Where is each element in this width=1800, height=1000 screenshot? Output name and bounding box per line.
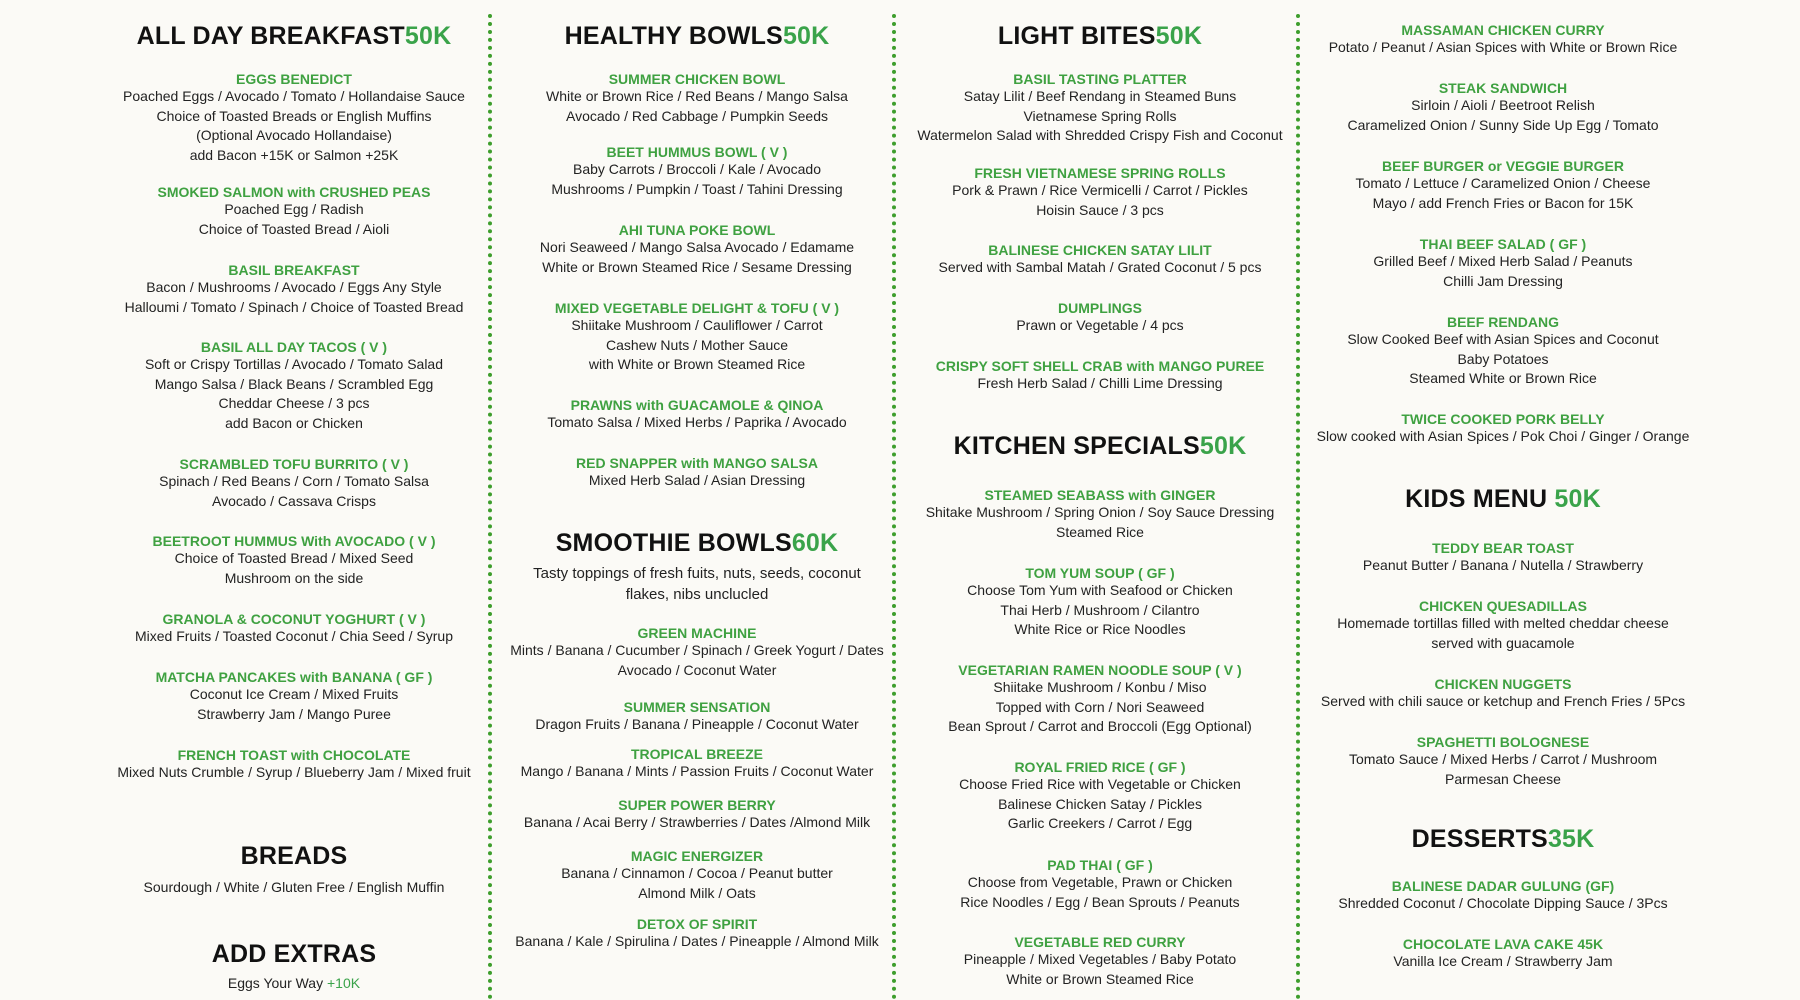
menu-item-name: MAGIC ENERGIZER <box>630 848 764 864</box>
menu-item <box>94 456 494 511</box>
menu-item <box>900 565 1300 640</box>
section-header <box>497 22 897 51</box>
menu-item-description: Topped with Corn / Nori Seaweed <box>995 698 1205 715</box>
menu-column-1 <box>94 0 494 1000</box>
menu-item-description: Banana / Acai Berry / Strawberries / Dates /Almond Milk <box>523 814 871 830</box>
menu-item-description: Nori Seaweed / Mango Salsa Avocado / Edamame <box>539 239 855 255</box>
menu-item-description: Choose Tom Yum with Seafood or Chicken <box>967 582 1233 598</box>
menu-item-name: CHICKEN NUGGETS <box>1434 676 1572 692</box>
section-title <box>497 529 897 558</box>
menu-item-description: Tomato / Lettuce / Caramelized Onion / Cheese <box>1355 175 1651 191</box>
menu-item <box>900 759 1300 834</box>
menu-item-name: VEGETABLE RED CURRY <box>1014 934 1186 950</box>
section-title <box>1303 485 1703 514</box>
menu-item <box>94 71 494 165</box>
menu-item-description: Hoisin Sauce / 3 pcs <box>1036 201 1164 218</box>
menu-item <box>1303 236 1703 291</box>
menu-item-name: SUPER POWER BERRY <box>618 797 776 813</box>
menu-item-description: Chilli Jam Dressing <box>1443 272 1563 289</box>
menu-item-name: EGGS BENEDICT <box>236 71 352 87</box>
menu-item <box>900 71 1300 146</box>
menu-item-description: Grilled Beef / Mixed Herb Salad / Peanuts <box>1373 253 1633 269</box>
menu-item-description: add Bacon +15K or Salmon +25K <box>189 146 399 163</box>
menu-item <box>1303 314 1703 389</box>
section-intro <box>497 563 897 605</box>
menu-column-2 <box>497 0 897 1000</box>
section-intro-line: Tasty toppings of fresh fuits, nuts, seeds, coconut <box>533 565 861 582</box>
menu-item-description: add Bacon or Chicken <box>225 414 363 431</box>
section-header <box>94 22 494 51</box>
menu-item <box>497 848 897 903</box>
menu-item-name: STEAK SANDWICH <box>1438 80 1568 96</box>
menu-item-description: Sirloin / Aioli / Beetroot Relish <box>1411 97 1595 113</box>
section-name: BREADS <box>240 842 348 870</box>
menu-item <box>1303 411 1703 447</box>
menu-item <box>1303 734 1703 789</box>
menu-item-name: SMOKED SALMON with CRUSHED PEAS <box>157 184 431 200</box>
menu-item <box>497 916 897 952</box>
menu-item-name: TEDDY BEAR TOAST <box>1432 540 1574 556</box>
extras-price: +10K <box>327 975 361 991</box>
menu-item <box>900 857 1300 912</box>
menu-item <box>497 397 897 433</box>
menu-item-description: with White or Brown Steamed Rice <box>588 356 806 372</box>
menu-item-description: Caramelized Onion / Sunny Side Up Egg / Tomato <box>1347 116 1659 133</box>
section-header <box>497 529 897 558</box>
menu-item-description: White or Brown Rice / Red Beans / Mango Salsa <box>546 88 848 104</box>
section-price: 50K <box>1155 22 1203 50</box>
menu-item <box>900 934 1300 989</box>
menu-item-description: Poached Egg / Radish <box>224 201 364 217</box>
menu-item-name: SCRAMBLED TOFU BURRITO ( V ) <box>179 456 409 472</box>
menu-item-description: Sourdough / White / Gluten Free / English Muffin <box>143 879 445 895</box>
menu-item-description: Peanut Butter / Banana / Nutella / Strawberry <box>1362 557 1644 573</box>
menu-item-description: Dragon Fruits / Banana / Pineapple / Coconut Water <box>535 716 859 732</box>
menu-item <box>94 339 494 433</box>
menu-item <box>497 746 897 782</box>
menu-item-description: White Rice or Rice Noodles <box>1014 621 1186 637</box>
menu-item-description: Choose Fried Rice with Vegetable or Chicken <box>959 776 1241 792</box>
menu-item-name: BALINESE CHICKEN SATAY LILIT <box>988 242 1212 258</box>
menu-item <box>900 487 1300 542</box>
menu-item-description: Steamed Rice <box>1056 523 1144 540</box>
menu-item <box>94 184 494 239</box>
menu-item <box>900 165 1300 220</box>
menu-item <box>497 71 897 126</box>
menu-item-description: Mushrooms / Pumpkin / Toast / Tahini Dressing <box>551 180 843 197</box>
menu-item <box>497 144 897 199</box>
menu-item-description: Cheddar Cheese / 3 pcs <box>218 395 370 411</box>
menu-item-name: CHOCOLATE LAVA CAKE 45K <box>1402 936 1604 952</box>
menu-item-name: TROPICAL BREEZE <box>631 746 763 762</box>
menu-item-description: White or Brown Steamed Rice / Sesame Dressing <box>542 258 852 275</box>
menu-item-description: served with guacamole <box>1431 634 1575 651</box>
menu-item-description: Watermelon Salad with Shredded Crispy Fish and Coconut <box>917 127 1283 143</box>
section-title <box>1303 825 1703 854</box>
section-name: LIGHT BITES <box>997 22 1156 50</box>
menu-item-name: SUMMER SENSATION <box>623 699 771 715</box>
menu-item-description: Banana / Kale / Spirulina / Dates / Pineapple / Almond Milk <box>515 933 879 949</box>
menu-item-description: Choice of Toasted Bread / Aioli <box>198 220 390 237</box>
menu-item-description: Mints / Banana / Cucumber / Spinach / Greek Yogurt / Dates <box>510 642 884 658</box>
menu-item-description: White or Brown Steamed Rice <box>1006 970 1194 987</box>
section-header <box>900 22 1300 51</box>
menu-item <box>900 662 1300 737</box>
menu-item-name: SPAGHETTI BOLOGNESE <box>1416 734 1590 750</box>
menu-item-description: Vietnamese Spring Rolls <box>1023 107 1177 124</box>
section-title <box>94 22 494 51</box>
menu-item-name: BEET HUMMUS BOWL ( V ) <box>606 144 788 160</box>
menu-item-name: MIXED VEGETABLE DELIGHT & TOFU ( V ) <box>554 300 840 316</box>
section-name: SMOOTHIE BOWLS <box>555 529 792 557</box>
menu-item <box>94 747 494 783</box>
menu-item-name: DETOX OF SPIRIT <box>636 916 758 932</box>
menu-item-description: Prawn or Vegetable / 4 pcs <box>1016 317 1184 333</box>
menu-item-description: Mixed Herb Salad / Asian Dressing <box>588 472 806 488</box>
section-price: 35K <box>1547 825 1595 853</box>
menu-item-name: GRANOLA & COCONUT YOGHURT ( V ) <box>162 611 426 627</box>
menu-item-description: Shitake Mushroom / Spring Onion / Soy Sauce Dressing <box>925 504 1275 520</box>
menu-item-name: BEEF BURGER or VEGGIE BURGER <box>1382 158 1624 174</box>
menu-item-description: Baby Carrots / Broccoli / Kale / Avocado <box>573 161 821 177</box>
section-header <box>94 842 494 871</box>
menu-item <box>94 262 494 317</box>
menu-item-description: Almond Milk / Oats <box>638 884 756 901</box>
menu-item-description: Baby Potatoes <box>1457 350 1549 367</box>
menu-item <box>900 300 1300 336</box>
menu-item-name: PRAWNS with GUACAMOLE & QINOA <box>570 397 824 413</box>
menu-item-description: Served with Sambal Matah / Grated Coconut / 5 pcs <box>938 259 1262 275</box>
section-name: ADD EXTRAS <box>211 940 377 968</box>
menu-item-description: Fresh Herb Salad / Chilli Lime Dressing <box>977 375 1223 391</box>
menu-item <box>1303 22 1703 58</box>
section-header <box>94 940 494 969</box>
menu-item-description: (Optional Avocado Hollandaise) <box>196 127 392 143</box>
menu-item-description: Shiitake Mushroom / Cauliflower / Carrot <box>571 317 823 333</box>
menu-item-description: Bacon / Mushrooms / Avocado / Eggs Any Style <box>146 279 442 295</box>
extras-line <box>94 975 494 991</box>
menu-item-name: BASIL TASTING PLATTER <box>1013 71 1187 87</box>
menu-item <box>1303 936 1703 972</box>
menu-item-name: RED SNAPPER with MANGO SALSA <box>576 455 818 471</box>
menu-item-description: Mushroom on the side <box>224 569 364 586</box>
menu-item-name: BALINESE DADAR GULUNG (GF) <box>1391 878 1615 894</box>
menu-item-description: Strawberry Jam / Mango Puree <box>197 705 391 722</box>
menu-item-description: Slow cooked with Asian Spices / Pok Choi / Ginger / Orange <box>1316 428 1690 444</box>
menu-item-name: ROYAL FRIED RICE ( GF ) <box>1014 759 1186 775</box>
menu-item-description: Homemade tortillas filled with melted cheddar cheese <box>1337 615 1669 631</box>
menu-item <box>1303 676 1703 712</box>
menu-item <box>1303 158 1703 213</box>
menu-item-name: DUMPLINGS <box>1058 300 1142 316</box>
menu-item-description: Balinese Chicken Satay / Pickles <box>998 795 1202 812</box>
menu-item-description: Choose from Vegetable, Prawn or Chicken <box>967 874 1233 890</box>
menu-item-description: Pork & Prawn / Rice Vermicelli / Carrot / Pickles <box>952 182 1248 198</box>
menu-item-description: Rice Noodles / Egg / Bean Sprouts / Peanuts <box>960 893 1240 910</box>
menu-item <box>94 533 494 588</box>
extras-item <box>94 975 494 991</box>
menu-item-description: Mixed Nuts Crumble / Syrup / Blueberry Jam / Mixed fruit <box>117 764 471 780</box>
menu-item-name: SUMMER CHICKEN BOWL <box>608 71 786 87</box>
menu-item <box>497 222 897 277</box>
menu-item-description: Spinach / Red Beans / Corn / Tomato Salsa <box>159 473 429 489</box>
menu-item-name: PAD THAI ( GF ) <box>1047 857 1153 873</box>
menu-item-description: Mango Salsa / Black Beans / Scrambled Egg <box>154 375 434 392</box>
menu-item-description: Mixed Fruits / Toasted Coconut / Chia Seed / Syrup <box>134 628 453 644</box>
menu-item <box>900 242 1300 278</box>
menu-item-description: Garlic Creekers / Carrot / Egg <box>1007 815 1193 831</box>
section-title <box>94 940 494 969</box>
menu-item-description: Served with chili sauce or ketchup and French Fries / 5Pcs <box>1320 693 1686 709</box>
menu-item-name: VEGETARIAN RAMEN NOODLE SOUP ( V ) <box>958 662 1242 678</box>
section-title <box>900 22 1300 51</box>
menu-item-description: Parmesan Cheese <box>1445 770 1561 787</box>
menu-item <box>497 300 897 375</box>
section-price: 50K <box>782 22 830 50</box>
menu-item-description: Satay Lilit / Beef Rendang in Steamed Buns <box>963 88 1237 104</box>
menu-item-description: Avocado / Coconut Water <box>617 661 777 678</box>
menu-item-name: BASIL BREAKFAST <box>228 262 360 278</box>
menu-item-description: Vanilla Ice Cream / Strawberry Jam <box>1393 953 1613 969</box>
menu-item-description: Coconut Ice Cream / Mixed Fruits <box>189 686 399 702</box>
menu-item-description: Halloumi / Tomato / Spinach / Choice of Toasted Bread <box>124 298 464 315</box>
menu-item-description: Soft or Crispy Tortillas / Avocado / Tomato Salad <box>144 356 444 372</box>
menu-item-description: Bean Sprout / Carrot and Broccoli (Egg Optional) <box>948 718 1252 734</box>
section-title <box>900 432 1300 461</box>
section-intro-line: flakes, nibs unclucled <box>625 586 769 603</box>
menu-item-description: Mayo / add French Fries or Bacon for 15K <box>1372 194 1634 211</box>
menu-item-description: Banana / Cinnamon / Cocoa / Peanut butter <box>561 865 833 881</box>
section-title <box>497 22 897 51</box>
menu-item-description: Avocado / Cassava Crisps <box>212 492 376 509</box>
menu-item-name: CRISPY SOFT SHELL CRAB with MANGO PUREE <box>935 358 1265 374</box>
menu-item <box>497 699 897 735</box>
menu-column-3 <box>900 0 1300 1000</box>
menu-item-name: MATCHA PANCAKES with BANANA ( GF ) <box>155 669 433 685</box>
menu-item-description: Choice of Toasted Bread / Mixed Seed <box>174 550 414 566</box>
extras-label: Eggs Your Way <box>227 975 324 991</box>
menu-item <box>497 625 897 680</box>
section-header <box>900 432 1300 461</box>
menu-item-name: AHI TUNA POKE BOWL <box>618 222 776 238</box>
menu-item-name: TWICE COOKED PORK BELLY <box>1401 411 1605 427</box>
menu-item <box>94 611 494 647</box>
menu-item <box>497 797 897 833</box>
section-price: 60K <box>791 529 839 557</box>
menu-item-name: TOM YUM SOUP ( GF ) <box>1025 565 1175 581</box>
section-header <box>1303 485 1703 514</box>
section-name: DESSERTS <box>1411 825 1548 853</box>
menu-item <box>497 455 897 491</box>
menu-item-name: STEAMED SEABASS with GINGER <box>984 487 1216 503</box>
menu-item-description: Steamed White or Brown Rice <box>1409 370 1597 386</box>
section-price: 50K <box>1554 485 1601 513</box>
menu-item-description: Shiitake Mushroom / Konbu / Miso <box>993 679 1207 695</box>
section-name: ALL DAY BREAKFAST <box>136 22 405 50</box>
menu-item-description: Mango / Banana / Mints / Passion Fruits / Coconut Water <box>520 763 874 779</box>
menu-item <box>94 669 494 724</box>
menu-item-name: CHICKEN QUESADILLAS <box>1418 598 1587 614</box>
section-price: 50K <box>1199 432 1247 460</box>
menu-column-4 <box>1303 0 1703 1000</box>
menu-item <box>1303 598 1703 653</box>
menu-item-name: BEETROOT HUMMUS With AVOCADO ( V ) <box>152 533 436 549</box>
section-name: KITCHEN SPECIALS <box>953 432 1200 460</box>
menu-item-name: MASSAMAN CHICKEN CURRY <box>1401 22 1605 38</box>
menu-item <box>1303 878 1703 914</box>
menu-item-description: Avocado / Red Cabbage / Pumpkin Seeds <box>565 107 829 124</box>
section-name: HEALTHY BOWLS <box>564 22 783 50</box>
menu-item-name: BASIL ALL DAY TACOS ( V ) <box>200 339 388 355</box>
menu-item-name: BEEF RENDANG <box>1446 314 1559 330</box>
menu-item-description: Shredded Coconut / Chocolate Dipping Sauce / 3Pcs <box>1338 895 1668 911</box>
menu-item-description: Thai Herb / Mushroom / Cilantro <box>1000 601 1200 618</box>
menu-item-description: Tomato Sauce / Mixed Herbs / Carrot / Mushroom <box>1348 751 1658 767</box>
menu-item <box>94 878 494 898</box>
section-name: KIDS MENU <box>1405 485 1555 513</box>
section-title <box>94 842 494 871</box>
menu-item-name: FRENCH TOAST with CHOCOLATE <box>177 747 411 763</box>
menu-item-description: Pineapple / Mixed Vegetables / Baby Potato <box>963 951 1237 967</box>
menu-item-description: Cashew Nuts / Mother Sauce <box>605 336 789 353</box>
menu-item-name: GREEN MACHINE <box>637 625 757 641</box>
menu-item-name: THAI BEEF SALAD ( GF ) <box>1419 236 1587 252</box>
menu-item <box>1303 540 1703 576</box>
menu-item <box>900 358 1300 394</box>
section-price: 50K <box>404 22 452 50</box>
section-header <box>1303 825 1703 854</box>
menu-item-description: Tomato Salsa / Mixed Herbs / Paprika / Avocado <box>547 414 847 430</box>
menu-item-description: Slow Cooked Beef with Asian Spices and Coconut <box>1347 331 1659 347</box>
menu-item-name: FRESH VIETNAMESE SPRING ROLLS <box>974 165 1226 181</box>
menu-item-description: Potato / Peanut / Asian Spices with White or Brown Rice <box>1328 39 1678 55</box>
menu-item-description: Poached Eggs / Avocado / Tomato / Hollandaise Sauce <box>123 88 465 104</box>
menu-item <box>1303 80 1703 135</box>
menu-item-description: Choice of Toasted Breads or English Muffins <box>156 107 432 124</box>
